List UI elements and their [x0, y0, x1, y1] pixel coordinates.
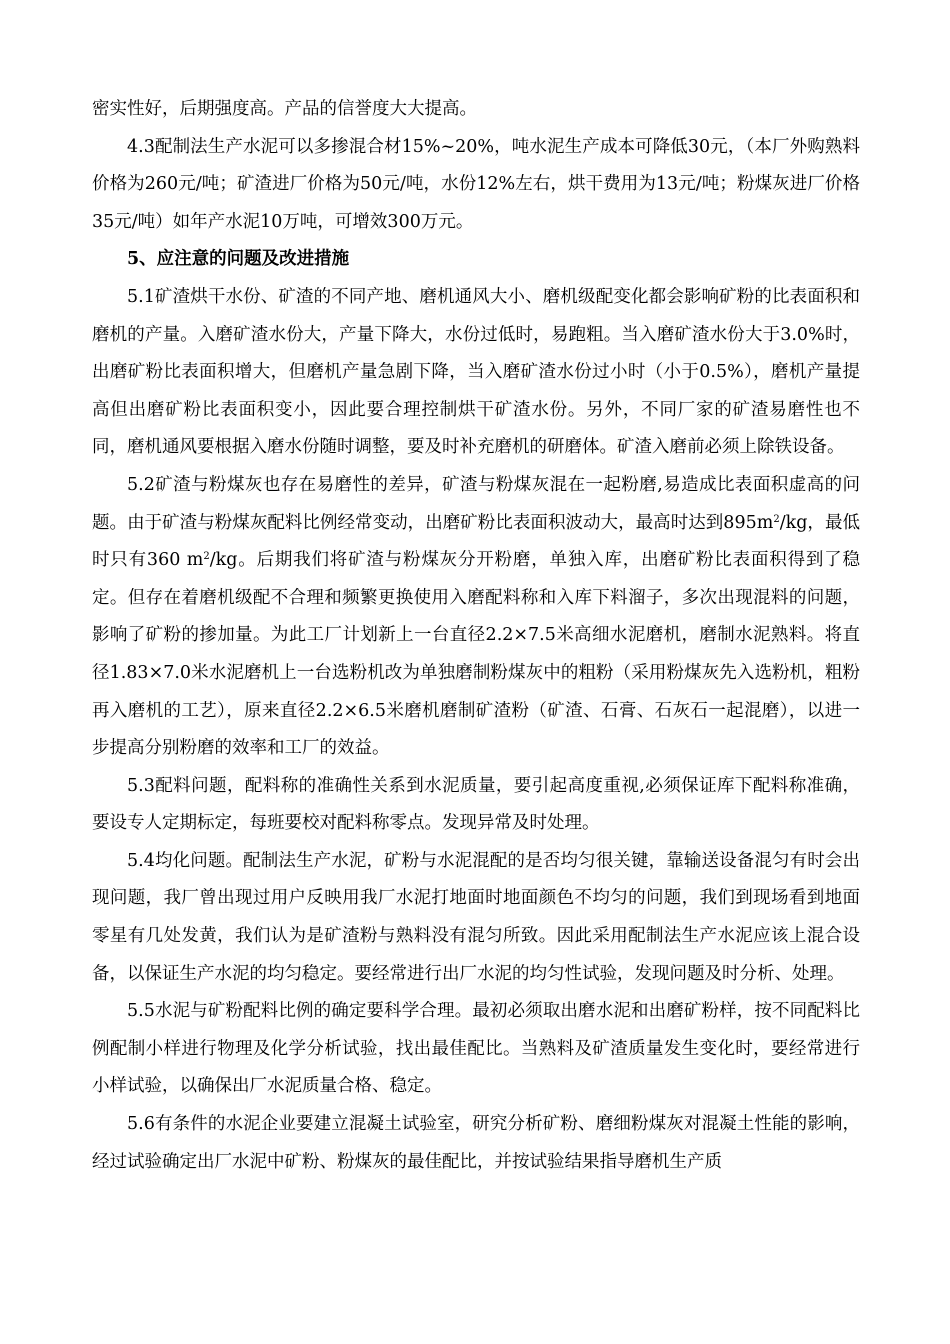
intro-paragraph: 密实性好，后期强度高。产品的信誉度大大提高。 [92, 99, 477, 119]
superscript-2: 2 [773, 513, 780, 525]
paragraph-5-2-part-c: /kg。后期我们将矿渣与粉煤灰分开粉磨，单独入库，出磨矿粉比表面积得到了稳定。但存在着磨机级配不合理和频繁更换使用入磨配料称和入库下料溜子，多次出现混料的问题，影响了矿粉的掺加量。为此工厂计划新上一台直径2.2×7.5米高细水泥磨机，磨制水泥熟料。将直径1.83×7.0米水泥磨机上一台选粉机改为单独磨制粉煤灰中的粗粉（采用粉煤灰先入选粉机，粗粉再入磨机的工艺），原来直径2.2×6.5米磨机磨制矿渣粉（矿渣、石膏、石灰石一起混磨），以进一步提高分别粉磨的效率和工厂的效益。 [92, 550, 860, 759]
paragraph-5-6: 5.6有条件的水泥企业要建立混凝土试验室，研究分析矿粉、磨细粉煤灰对混凝土性能的影响，经过试验确定出厂水泥中矿粉、粉煤灰的最佳配比，并按试验结果指导磨机生产质 [92, 1114, 860, 1172]
paragraph-5-5: 5.5水泥与矿粉配料比例的确定要科学合理。最初必须取出磨水泥和出磨矿粉样，按不同配料比例配制小样进行物理及化学分析试验，找出最佳配比。当熟料及矿渣质量发生变化时，要经常进行小样试验，以确保出厂水泥质量合格、稳定。 [92, 1001, 860, 1097]
document-page [92, 91, 860, 1181]
paragraph-5-2-part-a: 5.2矿渣与粉煤灰也存在易磨性的差异，矿渣与粉煤灰混在一起粉磨,易造成比表面积虚高的问题。由于矿渣与粉煤灰配料比例经常变动，出磨矿粉比表面积波动大，最高时达到895m [92, 474, 860, 533]
paragraph-5-2 [92, 467, 860, 768]
paragraph-5-4: 5.4均化问题。配制法生产水泥，矿粉与水泥混配的是否均匀很关键，靠输送设备混匀有时会出现问题，我厂曾出现过用户反映用我厂水泥打地面时地面颜色不均匀的问题，我们到现场看到地面零星有几处发黄，我们认为是矿渣粉与熟料没有混匀所致。因此采用配制法生产水泥应该上混合设备，以保证生产水泥的均匀稳定。要经常进行出厂水泥的均匀性试验，发现问题及时分析、处理。 [92, 850, 860, 984]
paragraph-5-2-part-b: /kg，最低时只有360 m [92, 512, 860, 571]
paragraph-5-1: 5.1矿渣烘干水份、矿渣的不同产地、磨机通风大小、磨机级配变化都会影响矿粉的比表面积和磨机的产量。入磨矿渣水份大，产量下降大，水份过低时，易跑粗。当入磨矿渣水份大于3.0%时，出磨矿粉比表面积增大，但磨机产量急剧下降，当入磨矿渣水份过小时（小于0.5%），磨机产量提高但出磨矿粉比表面积变小，因此要合理控制烘干矿渣水份。另外，不同厂家的矿渣易磨性也不同，磨机通风要根据入磨水份随时调整，要及时补充磨机的研磨体。矿渣入磨前必须上除铁设备。 [92, 286, 860, 458]
superscript-2: 2 [203, 551, 210, 563]
section-5-heading: 5、应注意的问题及改进措施 [127, 249, 350, 270]
paragraph-5-3: 5.3配料问题，配料称的准确性关系到水泥质量，要引起高度重视,必须保证库下配料称准确，要设专人定期标定，每班要校对配料称零点。发现异常及时处理。 [92, 775, 860, 834]
paragraph-4-3: 4.3配制法生产水泥可以多掺混合材15%~20%，吨水泥生产成本可降低30元，（本厂外购熟料价格为260元/吨；矿渣进厂价格为50元/吨，水份12%左右，烘干费用为13元/吨；粉煤灰进厂价格35元/吨）如年产水泥10万吨，可增效300万元。 [92, 136, 860, 232]
